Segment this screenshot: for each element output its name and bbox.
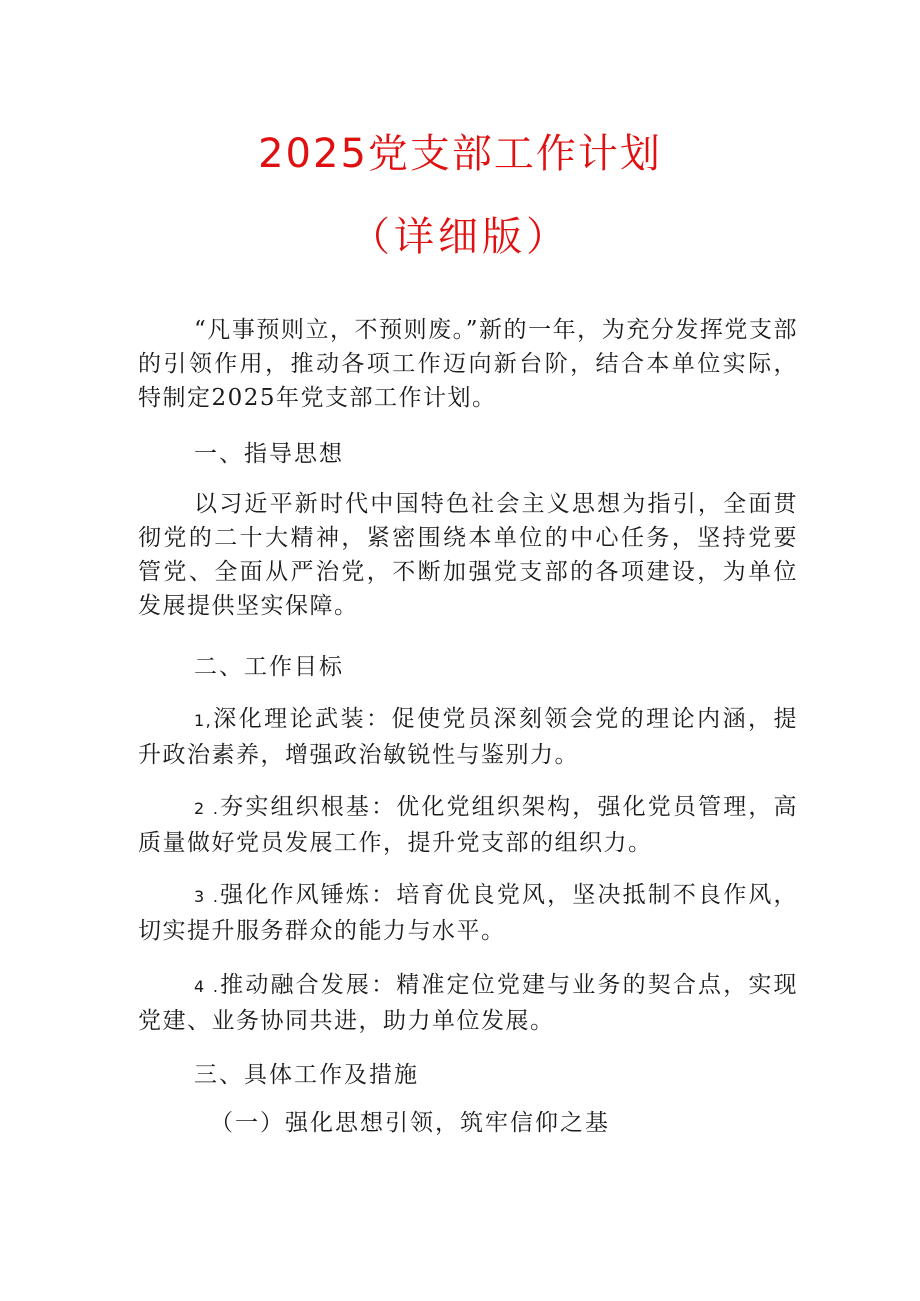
goal-item-2 bbox=[138, 790, 798, 860]
goal-item-number: 4 . bbox=[194, 977, 220, 996]
section-heading-guiding-thought: 一、指导思想 bbox=[194, 441, 344, 467]
goal-item-4 bbox=[138, 968, 798, 1038]
goal-item-number: 2 . bbox=[194, 799, 220, 818]
intro-paragraph: “凡事预则立，不预则废。”新的一年，为充分发挥党支部的引领作用，推动各项工作迈向新台阶，结合本单位实际，特制定2025年党支部工作计划。 bbox=[138, 317, 798, 411]
guiding-thought-paragraph: 以习近平新时代中国特色社会主义思想为指引，全面贯彻党的二十大精神，紧密围绕本单位的中心任务，坚持党要管党、全面从严治党，不断加强党支部的各项建设，为单位发展提供坚实保障。 bbox=[138, 491, 798, 619]
goal-item-text: 强化作风锤炼：培育优良党风，坚决抵制不良作风，切实提升服务群众的能力与水平。 bbox=[138, 882, 799, 944]
section-heading-specific-work: 三、具体工作及措施 bbox=[194, 1062, 419, 1088]
goal-item-text: 夯实组织根基：优化党组织架构，强化党员管理，高质量做好党员发展工作，提升党支部的组织力。 bbox=[138, 794, 799, 856]
goal-item-1 bbox=[138, 702, 798, 772]
goal-item-number: 3 . bbox=[194, 887, 220, 906]
goal-item-3 bbox=[138, 878, 798, 948]
document-title: 2025党支部工作计划 bbox=[258, 131, 662, 177]
section-heading-work-goals: 二、工作目标 bbox=[194, 654, 344, 680]
goal-item-text: 深化理论武装：促使党员深刻领会党的理论内涵，提升政治素养，增强政治敏锐性与鉴别力。 bbox=[138, 706, 798, 768]
document-subtitle: （详细版） bbox=[350, 214, 570, 260]
subsection-heading-1: （一）强化思想引领，筑牢信仰之基 bbox=[210, 1110, 610, 1136]
goal-item-number: 1, bbox=[194, 711, 213, 730]
goal-item-text: 推动融合发展：精准定位党建与业务的契合点，实现党建、业务协同共进，助力单位发展。 bbox=[138, 972, 799, 1034]
